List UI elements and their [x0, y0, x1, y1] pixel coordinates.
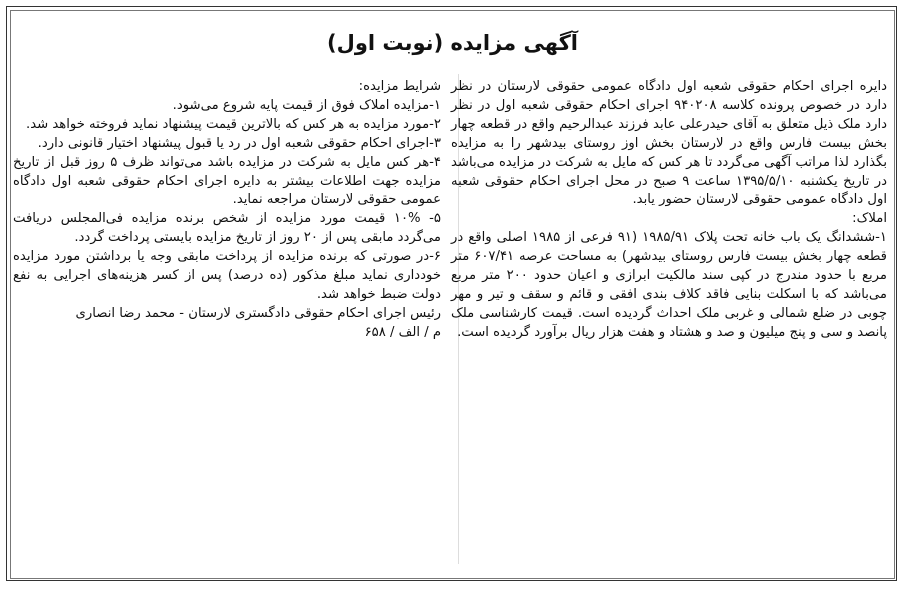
- properties-heading: املاک:: [852, 211, 887, 227]
- condition-1: ۱-مزایده املاک فوق از قیمت پایه شروع می‌شود.: [172, 97, 441, 113]
- property-1-paragraph: ۱-ششدانگ یک باب خانه تحت پلاک ۱۹۸۵/۹۱ (۹۱ فرعی از ۱۹۸۵ اصلی واقع در قطعه چهار بخش بیست فارس روستای بیدشهر) به مساحت عرصه ۶۰۷/۴۱ متر مربع با حدود مندرج در کپی سند مالکیت ابرازی و اعیان حدود ۲۰۰ متر مربع می‌باشد که با اسکلت بنایی فاقد کلاف بندی افقی و قائم و سقف و تیر و مهر چوبی در ضلع شمالی و غربی ملک احداث گردیده است. قیمت کارشناسی ملک پانصد و سی و پنج میلیون و صد و هشتاد و هفت هزار ریال برآورد گردیده است.: [451, 230, 887, 340]
- reference-number: م / الف / ۶۵۸: [364, 324, 441, 340]
- conditions-heading: شرایط مزایده:: [358, 79, 441, 94]
- signature-line: رئیس اجرای احکام حقوقی دادگستری لارستان - محمد رضا انصاری: [75, 305, 441, 321]
- notice-title: آگهی مزایده (نوبت اول): [327, 31, 578, 55]
- condition-3: ۳-اجرای احکام حقوقی شعبه اول در رد یا قبول پیشنهاد اختیار قانونی دارد.: [37, 135, 441, 151]
- right-column: [451, 78, 887, 343]
- left-column: [13, 78, 441, 343]
- condition-5: ۵- ۱۰% قیمت مورد مزایده از شخص برنده مزایده فی‌المجلس دریافت می‌گردد مابقی پس از ۲۰ روز از تاریخ مزایده بایستی پرداخت گردد.: [13, 211, 442, 246]
- intro-paragraph: دایره اجرای احکام حقوقی شعبه اول دادگاه عمومی حقوقی لارستان در نظر دارد در خصوص پرونده کلاسه ۹۴۰۲۰۸ اجرای احکام حقوقی شعبه اول در نظر دارد ملک ذیل متعلق به آقای حیدرعلی عابد فرزند عبدالرحیم واقع در قطعه چهار بخش بیست فارس واقع در لارستان بخش اوز روستای بیدشهر را به مزایده بگذارد لذا مراتب آگهی می‌گردد تا هر کس که مایل به شرکت در مزایده می‌باشد در تاریخ یکشنبه ۱۳۹۵/۵/۱۰ ساعت ۹ صبح در محل اجرای احکام حقوقی شعبه اول دادگاه عمومی حقوقی لارستان حضور یابد.: [451, 79, 888, 208]
- condition-6: ۶-در صورتی که برنده مزایده از پرداخت مابقی وجه یا برداشتن مورد مزایده خودداری نماید مبلغ مذکور (ده درصد) پس از کسر هزینه‌های اجرایی به نفع دولت ضبط خواهد شد.: [13, 249, 441, 302]
- condition-2: ۲-مورد مزایده به هر کس که بالاترین قیمت پیشنهاد نماید فروخته خواهد شد.: [26, 116, 441, 132]
- condition-4: ۴-هر کس مایل به شرکت در مزایده باشد می‌تواند ظرف ۵ روز قبل از تاریخ مزایده جهت اطلاعات بیشتر به دایره اجرای احکام حقوقی شعبه اول دادگاه عمومی حقوقی لارستان مراجعه نماید.: [13, 154, 441, 208]
